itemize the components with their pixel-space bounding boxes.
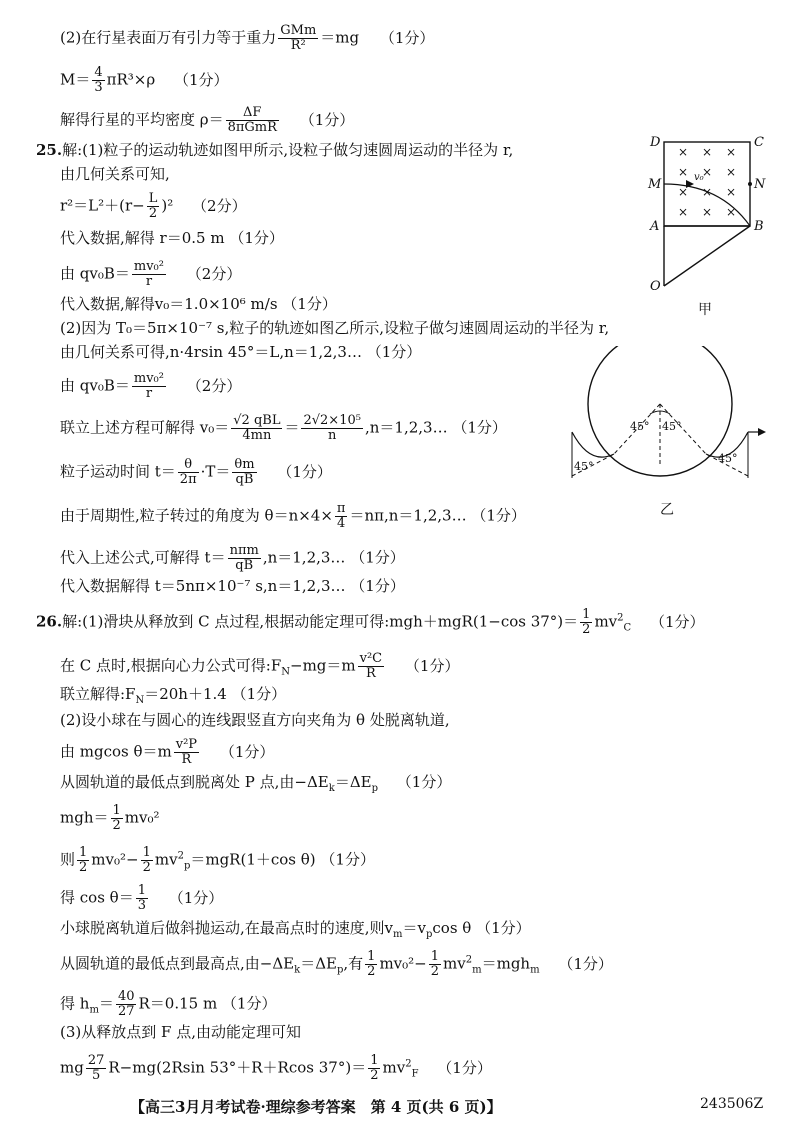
q26-line-1: 26.解:(1)滑块从释放到 C 点过程,根据动能定理可得:mgh＋mgR(1−cos 37°)＝ $\frac{1}{2}$ $mv^2_C$ （1分） [36, 607, 705, 637]
q26-line-5: 由 mgcos θ＝m $\frac{\text{v²P}}{R}$ （1分） [60, 737, 275, 767]
label-v0: v₀ [694, 172, 704, 183]
figure-jia [640, 132, 780, 322]
cross-mark: × [678, 185, 689, 199]
cross-mark: × [702, 185, 713, 199]
angle-label: 45° [630, 420, 650, 433]
exit-arrowhead [758, 428, 766, 436]
q25-line-11: 粒子运动时间 t＝ $\frac{\theta}{2\pi}$ ·T＝ $\frac{\theta m}{qB}$ （1分） [60, 457, 332, 487]
cross-mark: × [702, 165, 713, 179]
q26-line-11: 从圆轨道的最低点到最高点,由$-\Delta E_k=\Delta E_p$,有 $\frac{1}{2}$ mv₀²− $\frac{1}{2}$ $mv^2_m=mgh_m$ （1分） [60, 949, 613, 979]
angle-label: 45° [662, 420, 682, 433]
q26-line-8: 则 $\frac{1}{2}$ mv₀²− $\frac{1}{2}$ $mv^2_p=mgR(1+\cos$ θ) （1分） [60, 845, 375, 875]
cross-mark: × [726, 145, 737, 159]
cross-mark: × [678, 145, 689, 159]
fraction: $\frac{\text{GMm}}{\text{R²}}$ [280, 23, 317, 53]
cross-mark: × [678, 165, 689, 179]
q25-line-2: 由几何关系可知, [60, 165, 170, 183]
q26-line-3: 联立解得$:F_N=20h+1.4$ （1分） [60, 685, 287, 706]
cross-mark: × [678, 205, 689, 219]
q25-line-12: 由于周期性,粒子转过的角度为 θ＝n×4× $\frac{\pi}{4}$ ＝nπ,n＝1,2,3… （1分） [60, 501, 526, 531]
cross-mark: × [702, 205, 713, 219]
q25-line-7: (2)因为 T₀＝5π×10⁻⁷ s,粒子的轨迹如图乙所示,设粒子做匀速圆周运动的半径为 r, [60, 319, 610, 337]
caption-jia: 甲 [698, 302, 712, 318]
angle-label: 45° [574, 460, 594, 473]
cross-mark: × [702, 145, 713, 159]
q26-line-12: 得 $h_m=$ $\frac{40}{27}$ R＝0.15 m （1分） [60, 989, 277, 1019]
q26-line-10: 小球脱离轨道后做斜抛运动,在最高点时的速度,则$v_m=v_p\cos$ θ （1分） [60, 919, 531, 940]
cross-mark: × [726, 165, 737, 179]
q25-line-5: 由 qv₀B＝ $\frac{\text{mv₀²}}{r}$ （2分） [60, 259, 242, 289]
q26-line-9: 得 cos θ＝ $\frac{1}{3}$ （1分） [60, 883, 224, 913]
line-planet-gravity: (2)在行星表面万有引力等于重力 $\frac{\text{GMm}}{\text{R²}}$ ＝mg （1分） [60, 23, 435, 53]
q25-line-14: 代入数据解得 t＝5nπ×10⁻⁷ s,n＝1,2,3… （1分） [60, 577, 405, 595]
caption-yi: 乙 [660, 502, 674, 518]
q26-line-4: (2)设小球在与圆心的连线跟竖直方向夹角为 θ 处脱离轨道, [60, 711, 450, 729]
q25-line-13: 代入上述公式,可解得 t＝ $\frac{\text{nπm}}{qB}$ ,n＝1,2,3… （1分） [60, 543, 405, 573]
q25-line-1: 25.解:(1)粒子的运动轨迹如图甲所示,设粒子做匀速圆周运动的半径为 r, [36, 141, 514, 159]
point-N [748, 182, 752, 186]
q25-line-8: 由几何关系可得,n·4rsin 45°＝L,n＝1,2,3… （1分） [60, 343, 422, 361]
label-D: D [650, 135, 661, 150]
label-B: B [754, 219, 764, 234]
q25-line-6: 代入数据,解得v₀＝1.0×10⁶ m/s （1分） [60, 295, 337, 313]
footer-title: 【高三3月月考试卷·理综参考答案 第 4 页(共 6 页)】 [130, 1098, 502, 1116]
footer-code: 243506Z [700, 1096, 764, 1112]
q26-line-7: mgh＝ $\frac{1}{2}$ mv₀² [60, 803, 160, 833]
q26-line-13: (3)从释放点到 F 点,由动能定理可知 [60, 1023, 301, 1041]
line-density: 解得行星的平均密度 ρ＝ $\frac{\Delta F}{\text{8πGmR}}$ （1分） [60, 105, 355, 135]
label-N: N [754, 177, 766, 192]
q26-line-2: 在 C 点时,根据向心力公式可得$:F_N-mg=m$ $\frac{\text{v²C}}{R}$ （1分） [60, 651, 460, 681]
cross-mark: × [726, 205, 737, 219]
line-mass: M＝ $\frac{4}{3}$ πR³×ρ （1分） [60, 65, 229, 95]
label-C: C [754, 135, 764, 150]
line-OB [664, 226, 750, 286]
angle-label: 45° [718, 452, 738, 465]
figure-yi [568, 346, 768, 526]
q26-line-14: mg $\frac{27}{5}$ R−mg(2Rsin 53°＋R＋Rcos 37°)＝ $\frac{1}{2}$ $mv^2_F$ （1分） [60, 1053, 492, 1083]
label-M: M [648, 177, 662, 192]
label-O: O [650, 279, 661, 294]
q25-line-10: 联立上述方程可解得 v₀＝ $\frac{\text{√2 qBL}}{4mn}$ ＝ $\frac{\text{2√2×10⁵}}{n}$ ,n＝1,2,3… （1分） [60, 413, 507, 443]
q26-line-6: 从圆轨道的最低点到脱离处 P 点,由$-\Delta E_k=\Delta E_p$ （1分） [60, 773, 452, 794]
q25-line-9: 由 qv₀B＝ $\frac{\text{mv₀²}}{r}$ （2分） [60, 371, 242, 401]
q25-line-3: r²＝L²＋(r− $\frac{L}{2}$ )² （2分） [60, 191, 247, 221]
label-A: A [650, 219, 660, 234]
cross-mark: × [726, 185, 737, 199]
q25-line-4: 代入数据,解得 r＝0.5 m （1分） [60, 229, 284, 247]
